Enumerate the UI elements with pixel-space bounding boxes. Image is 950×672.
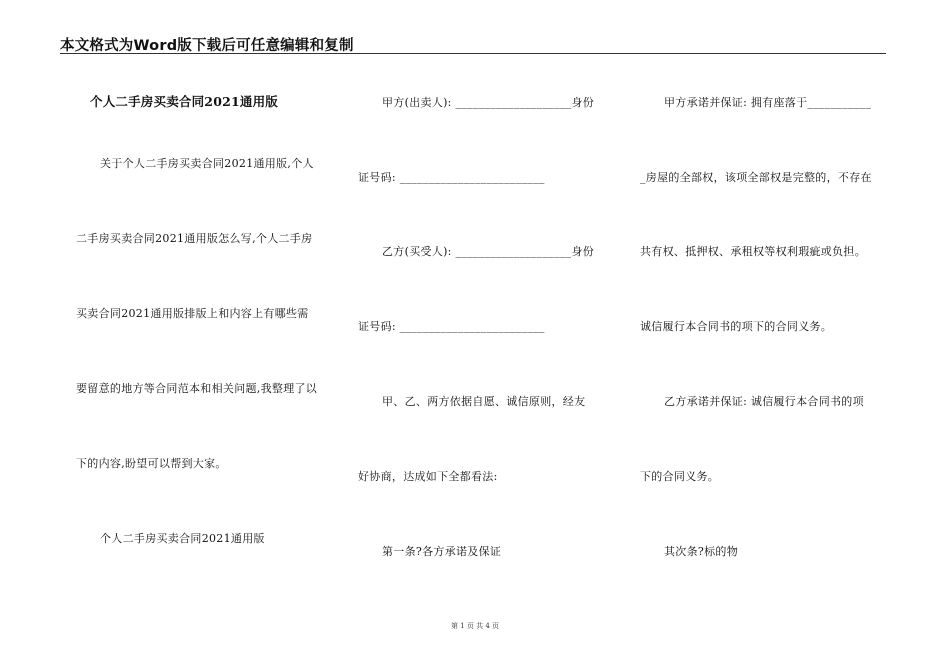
header-divider [60,53,886,54]
paragraph-line: 乙方(买受人): ____________________身份 [382,245,595,258]
paragraph-line: 证号码: _________________________ [358,171,545,184]
paragraph-line: 下的合同义务。 [640,470,720,483]
section-heading: 个人二手房买卖合同2021通用版 [100,532,265,545]
document-title: 个人二手房买卖合同2021通用版 [90,94,278,109]
paragraph-line: 证号码: _________________________ [358,320,545,333]
document-banner: 本文格式为Word版下载后可任意编辑和复制 [60,38,354,54]
paragraph-line: _房屋的全部权，该项全部权是完整的，不存在 [640,171,872,184]
paragraph-line: 乙方承诺并保证: 诚信履行本合同书的项 [664,395,864,408]
paragraph-line: 甲、乙、两方依据自愿、诚信原则，经友 [382,395,586,408]
section-heading: 其次条?标的物 [664,545,738,558]
section-heading: 第一条?各方承诺及保证 [382,545,502,558]
paragraph-line: 二手房买卖合同2021通用版怎么写,个人二手房 [76,232,313,245]
paragraph-line: 关于个人二手房买卖合同2021通用版,个人 [100,157,314,170]
paragraph-line: 买卖合同2021通用版排版上和内容上有哪些需 [76,307,309,320]
paragraph-line: 诚信履行本合同书的项下的合同义务。 [640,320,833,333]
paragraph-line: 好协商，达成如下全都看法: [358,470,498,483]
paragraph-line: 下的内容,盼望可以帮到大家。 [76,457,227,470]
paragraph-line: 共有权、抵押权、承租权等权利瑕疵或负担。 [640,245,866,258]
page-number: 第 1 页 共 4 页 [450,622,500,630]
paragraph-line: 甲方(出卖人): ____________________身份 [382,96,595,109]
paragraph-line: 甲方承诺并保证: 拥有座落于___________ [664,96,872,109]
paragraph-line: 要留意的地方等合同范本和相关问题,我整理了以 [76,382,318,395]
